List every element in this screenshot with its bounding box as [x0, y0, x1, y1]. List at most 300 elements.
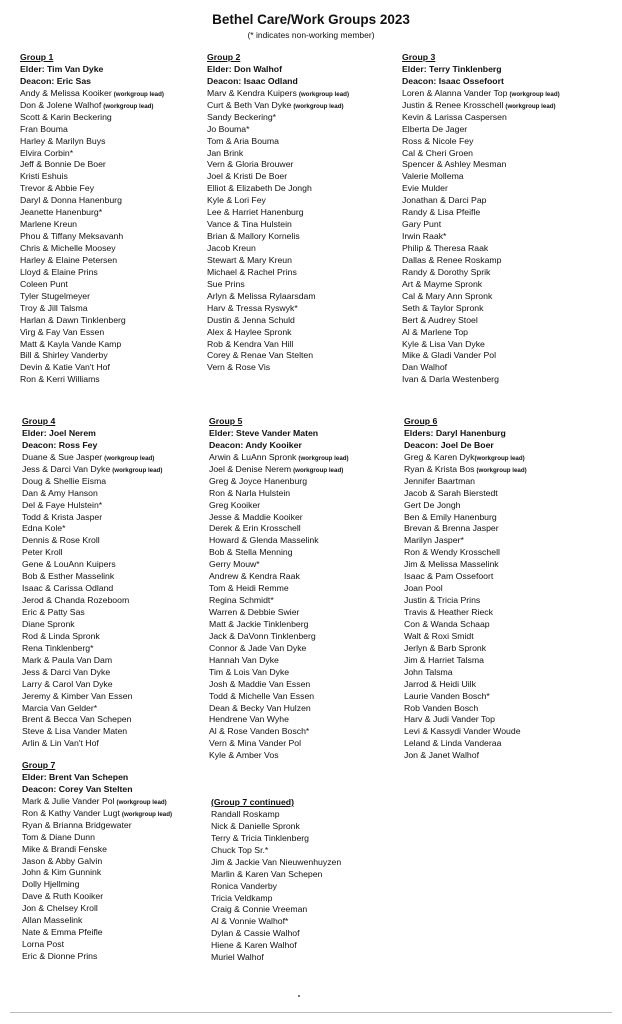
- member-name: Irwin Raak*: [402, 231, 447, 242]
- member-name: Justin & Renee Krosschell: [402, 99, 504, 110]
- member-row: [22, 476, 162, 488]
- member-name: Troy & Jill Talsma: [20, 302, 88, 313]
- elder-line: Elder: Joel Nerem: [22, 427, 96, 438]
- member-name: Elberta De Jager: [402, 123, 468, 134]
- elder-line: Elder: Terry Tinklenberg: [402, 63, 502, 74]
- member-row: [404, 452, 527, 464]
- member-name: Ryan & Brianna Bridgewater: [22, 819, 132, 830]
- member-name: Randy & Dorothy Sprik: [402, 266, 491, 277]
- member-row: [211, 869, 341, 881]
- group-6-column: [404, 416, 527, 762]
- member-name: Tom & Heidi Remme: [209, 583, 289, 594]
- member-row: [22, 571, 162, 583]
- member-row: [22, 547, 162, 559]
- member-row: [211, 821, 341, 833]
- member-row: [20, 124, 164, 136]
- member-row: [209, 535, 349, 547]
- member-name: Jarrod & Heidi Uilk: [404, 678, 476, 689]
- workgroup-lead-tag: (workgroup lead): [103, 102, 154, 110]
- member-row: [209, 464, 349, 476]
- member-name: Arwin & LuAnn Spronk: [209, 451, 297, 462]
- member-name: Dan Walhof: [402, 362, 448, 373]
- member-row: [404, 738, 527, 750]
- member-row: [402, 231, 560, 243]
- member-name: Art & Mayme Spronk: [402, 278, 483, 289]
- group-heading: Group 7: [22, 760, 56, 770]
- workgroup-lead-tag: (workgroup lead): [121, 810, 173, 818]
- member-name: Leland & Linda Vanderaa: [404, 738, 502, 749]
- member-row: [402, 124, 560, 136]
- member-name: Tim & Lois Van Dyke: [209, 666, 290, 677]
- member-name: Ronica Vanderby: [211, 880, 277, 891]
- member-row: [209, 607, 349, 619]
- member-name: Vern & Rose Vis: [207, 362, 271, 373]
- workgroup-lead-tag: (workgroup lead): [112, 466, 163, 474]
- member-name: Peter Kroll: [22, 547, 63, 558]
- member-row: [207, 148, 349, 160]
- member-name: Hiene & Karen Walhof: [211, 940, 297, 951]
- member-name: Philip & Theresa Raak: [402, 243, 489, 253]
- member-row: [22, 464, 162, 476]
- elder-line: Elders: Daryl Hanenburg: [404, 427, 506, 438]
- member-name: Dan & Amy Hanson: [22, 487, 98, 498]
- member-name: Phou & Tiffany Meksavanh: [20, 231, 124, 242]
- member-name: Mike & Brandi Fenske: [22, 843, 107, 854]
- member-name: Gary Punt: [402, 219, 442, 230]
- member-name: Diane Spronk: [22, 618, 75, 629]
- member-name: Jan Brink: [207, 147, 244, 158]
- member-row: [20, 183, 164, 195]
- member-name: Arlyn & Melissa Rylaarsdam: [207, 290, 316, 301]
- member-name: Matt & Kayla Vande Kamp: [20, 338, 122, 349]
- member-row: [207, 88, 349, 100]
- member-name: Dustin & Jenna Schuld: [207, 314, 295, 325]
- member-row: [404, 643, 527, 655]
- member-name: Regina Schmidt*: [209, 595, 274, 606]
- group-3-column: [402, 52, 560, 386]
- member-row: [20, 315, 164, 327]
- member-name: Gene & LouAnn Kuipers: [22, 559, 116, 570]
- member-name: Harlan & Dawn Tinklenberg: [20, 314, 126, 325]
- member-name: Corey & Renae Van Stelten: [207, 350, 314, 361]
- workgroup-lead-tag: (workgroup lead): [104, 454, 155, 462]
- member-row: [209, 583, 349, 595]
- member-row: [404, 523, 527, 535]
- member-name: Marlene Kreun: [20, 219, 77, 230]
- member-name: Warren & Debbie Swier: [209, 607, 300, 617]
- member-name: Jack & DaVonn Tinklenberg: [209, 630, 316, 641]
- member-row: [404, 631, 527, 643]
- member-row: [20, 291, 164, 303]
- member-row: [404, 464, 527, 476]
- member-row: [22, 844, 172, 856]
- member-row: [207, 350, 349, 362]
- member-name: Andrew & Kendra Raak: [209, 571, 300, 582]
- member-name: Tom & Diane Dunn: [22, 831, 95, 842]
- member-name: Hannah Van Dyke: [209, 654, 279, 665]
- member-name: Lorna Post: [22, 939, 65, 950]
- member-row: [207, 100, 349, 112]
- member-row: [207, 362, 349, 374]
- member-row: [404, 476, 527, 488]
- member-row: [22, 879, 172, 891]
- member-name: Mark & Julie Vander Pol: [22, 795, 115, 806]
- member-name: Harv & Judi Vander Top: [404, 714, 495, 725]
- member-name: Sandy Beckering*: [207, 111, 277, 122]
- member-name: Vance & Tina Hulstein: [207, 219, 292, 230]
- member-name: Lloyd & Elaine Prins: [20, 266, 98, 277]
- deacon-line: Deacon: Corey Van Stelten: [22, 783, 133, 794]
- member-row: [404, 726, 527, 738]
- member-row: [22, 808, 172, 820]
- member-name: Chris & Michelle Moosey: [20, 243, 116, 253]
- member-row: [211, 952, 341, 964]
- member-name: Sue Prins: [207, 278, 245, 289]
- member-row: [207, 303, 349, 315]
- member-name: Jacob & Sarah Bierstedt: [404, 487, 498, 498]
- member-row: [22, 714, 162, 726]
- member-name: John Talsma: [404, 666, 453, 677]
- member-name: Scott & Karin Beckering: [20, 111, 112, 122]
- group-heading: Group 4: [22, 416, 56, 426]
- member-row: [402, 267, 560, 279]
- member-name: Marilyn Jasper*: [404, 535, 464, 546]
- member-name: Dylan & Cassie Walhof: [211, 928, 300, 939]
- member-row: [404, 679, 527, 691]
- member-row: [402, 195, 560, 207]
- member-name: Eric & Patty Sas: [22, 607, 85, 617]
- member-name: Bert & Audrey Stoel: [402, 314, 478, 325]
- member-name: Duane & Sue Jasper: [22, 451, 103, 462]
- member-name: Fran Bouma: [20, 123, 68, 134]
- member-row: [20, 136, 164, 148]
- member-name: Greg & Joyce Hanenburg: [209, 475, 308, 486]
- member-name: Harley & Elaine Petersen: [20, 254, 118, 265]
- member-name: Muriel Walhof: [211, 952, 264, 963]
- member-name: Mark & Paula Van Dam: [22, 654, 113, 665]
- workgroup-lead-tag: (workgroup lead): [116, 798, 167, 806]
- member-name: Marlin & Karen Van Schepen: [211, 868, 323, 879]
- member-name: Vern & Mina Vander Pol: [209, 738, 302, 749]
- elder-line: Elder: Don Walhof: [207, 63, 282, 74]
- member-name: Dennis & Rose Kroll: [22, 535, 100, 546]
- workgroup-lead-tag: (workgroup lead): [113, 90, 164, 98]
- member-name: Jim & Jackie Van Nieuwenhuyzen: [211, 856, 342, 867]
- member-row: [211, 845, 341, 857]
- member-row: [209, 738, 349, 750]
- deacon-line: Deacon: Isaac Odland: [207, 75, 298, 86]
- member-name: Tom & Aria Bouma: [207, 135, 279, 146]
- member-row: [209, 452, 349, 464]
- member-name: Jason & Abby Galvin: [22, 855, 103, 866]
- member-row: [209, 559, 349, 571]
- member-name: Walt & Roxi Smidt: [404, 630, 474, 641]
- member-row: [404, 655, 527, 667]
- member-name: Curt & Beth Van Dyke: [207, 99, 292, 110]
- member-name: Bob & Stella Menning: [209, 547, 293, 558]
- member-row: [22, 595, 162, 607]
- member-name: Jesse & Maddie Kooiker: [209, 511, 303, 522]
- member-row: [402, 339, 560, 351]
- member-name: Loren & Alanna Vander Top: [402, 87, 508, 98]
- member-row: [404, 607, 527, 619]
- member-row: [22, 903, 172, 915]
- member-row: [209, 476, 349, 488]
- member-name: Brevan & Brenna Jasper: [404, 523, 499, 534]
- member-row: [209, 571, 349, 583]
- member-row: [402, 291, 560, 303]
- member-name: Jeremy & Kimber Van Essen: [22, 690, 133, 701]
- member-row: [209, 691, 349, 703]
- member-name: Valerie Mollema: [402, 171, 464, 182]
- member-row: [207, 171, 349, 183]
- member-name: Jeanette Hanenburg*: [20, 207, 103, 218]
- member-row: [211, 928, 341, 940]
- member-name: Kristi Eshuis: [20, 171, 68, 182]
- member-name: Jess & Darci Van Dyke: [22, 463, 111, 474]
- member-name: Ron & Kathy Vander Lugt: [22, 807, 120, 818]
- group-heading: Group 2: [207, 52, 241, 62]
- member-row: [402, 279, 560, 291]
- member-row: [207, 195, 349, 207]
- member-name: Jon & Chelsey Kroll: [22, 903, 98, 914]
- member-name: Steve & Lisa Vander Maten: [22, 726, 128, 737]
- member-name: Kevin & Larissa Caspersen: [402, 111, 507, 122]
- member-row: [207, 159, 349, 171]
- member-row: [207, 291, 349, 303]
- member-name: Nate & Emma Pfeifle: [22, 927, 103, 938]
- group-heading: (Group 7 continued): [211, 797, 295, 807]
- member-name: Rena Tinklenberg*: [22, 642, 94, 653]
- member-row: [402, 112, 560, 124]
- member-row: [211, 940, 341, 952]
- member-row: [402, 374, 560, 386]
- member-row: [207, 231, 349, 243]
- member-row: [22, 559, 162, 571]
- member-name: Justin & Tricia Prins: [404, 595, 481, 606]
- member-name: Ivan & Darla Westenberg: [402, 374, 499, 385]
- workgroup-lead-tag: (workgroup lead): [293, 102, 344, 110]
- member-name: Chuck Top Sr.*: [211, 844, 269, 855]
- group-5-column: [209, 416, 349, 762]
- member-row: [209, 655, 349, 667]
- elder-line: Elder: Tim Van Dyke: [20, 63, 104, 74]
- member-name: Levi & Kassydi Vander Woude: [404, 726, 521, 737]
- member-row: [22, 523, 162, 535]
- member-row: [22, 655, 162, 667]
- member-name: Ron & Wendy Krosschell: [404, 547, 500, 558]
- member-name: Arlin & Lin Van't Hof: [22, 738, 99, 749]
- member-name: Jonathan & Darci Pap: [402, 195, 487, 206]
- member-row: [20, 339, 164, 351]
- member-name: Ron & Narla Hulstein: [209, 487, 291, 498]
- member-name: Tyler Stugelmeyer: [20, 290, 91, 301]
- member-name: Cal & Mary Ann Spronk: [402, 290, 493, 301]
- member-name: Al & Vonnie Walhof*: [211, 916, 289, 927]
- member-row: [207, 136, 349, 148]
- member-name: Daryl & Donna Hanenburg: [20, 195, 122, 206]
- member-name: Hendrene Van Wyhe: [209, 714, 289, 725]
- member-row: [209, 488, 349, 500]
- member-row: [211, 857, 341, 869]
- member-name: Jim & Harriet Talsma: [404, 654, 484, 665]
- member-name: Edna Kole*: [22, 523, 66, 534]
- member-name: Evie Mulder: [402, 183, 448, 194]
- member-name: Howard & Glenda Masselink: [209, 535, 319, 546]
- group-1-column: [20, 52, 164, 386]
- workgroup-lead-tag: (workgroup lead): [298, 454, 349, 462]
- member-row: [22, 915, 172, 927]
- group-heading: Group 5: [209, 416, 243, 426]
- member-name: Ben & Emily Hanenburg: [404, 511, 497, 522]
- elder-line: Elder: Steve Vander Maten: [209, 427, 319, 438]
- member-row: [22, 939, 172, 951]
- elder-line: Elder: Brent Van Schepen: [22, 771, 129, 782]
- member-row: [211, 916, 341, 928]
- member-row: [209, 643, 349, 655]
- member-row: [402, 315, 560, 327]
- member-row: [20, 279, 164, 291]
- member-row: [404, 619, 527, 631]
- member-row: [404, 559, 527, 571]
- member-name: Derek & Erin Krosschell: [209, 523, 301, 534]
- member-name: Devin & Katie Van't Hof: [20, 362, 110, 373]
- member-name: Jerod & Chanda Rozeboom: [22, 595, 130, 606]
- member-name: Isaac & Carissa Odland: [22, 583, 114, 594]
- member-name: Coleen Punt: [20, 278, 68, 289]
- member-row: [207, 219, 349, 231]
- member-row: [209, 703, 349, 715]
- member-row: [22, 820, 172, 832]
- member-row: [20, 159, 164, 171]
- member-row: [404, 714, 527, 726]
- member-row: [402, 159, 560, 171]
- member-name: Don & Jolene Walhof: [20, 99, 102, 110]
- member-row: [22, 643, 162, 655]
- member-row: [20, 195, 164, 207]
- stray-mark: [298, 995, 300, 997]
- member-name: Joan Pool: [404, 583, 443, 594]
- member-row: [404, 535, 527, 547]
- member-name: Jess & Darci Van Dyke: [22, 666, 111, 677]
- member-name: Tricia Veldkamp: [211, 892, 273, 903]
- member-row: [20, 88, 164, 100]
- member-name: Ryan & Krista Bos: [404, 463, 475, 474]
- member-name: Elvira Corbin*: [20, 147, 74, 158]
- member-row: [22, 738, 162, 750]
- member-row: [22, 488, 162, 500]
- group-heading: Group 3: [402, 52, 436, 62]
- member-name: Terry & Tricia Tinklenberg: [211, 832, 310, 843]
- member-row: [20, 148, 164, 160]
- member-row: [402, 207, 560, 219]
- member-row: [209, 750, 349, 762]
- member-name: John & Kim Gunnink: [22, 867, 102, 878]
- group-7-column: [22, 760, 172, 963]
- member-name: Jennifer Baartman: [404, 475, 475, 486]
- member-row: [207, 339, 349, 351]
- member-row: [211, 809, 341, 821]
- document-subtitle: (* indicates non-working member): [247, 30, 375, 40]
- member-name: Kyle & Lisa Van Dyke: [402, 338, 485, 349]
- member-name: Randy & Lisa Pfeifle: [402, 207, 481, 218]
- member-row: [402, 362, 560, 374]
- deacon-line: Deacon: Isaac Ossefoort: [402, 75, 504, 86]
- member-name: Ross & Nicole Fey: [402, 135, 474, 146]
- member-row: [402, 350, 560, 362]
- member-row: [22, 500, 162, 512]
- member-row: [22, 667, 162, 679]
- member-name: Andy & Melissa Kooiker: [20, 87, 112, 98]
- member-name: Marv & Kendra Kuipers: [207, 87, 297, 98]
- member-name: Cal & Cheri Groen: [402, 147, 473, 158]
- workgroup-lead-tag: (workgroup lead): [509, 90, 560, 98]
- member-row: [20, 243, 164, 255]
- member-name: Laurie Vanden Bosch*: [404, 690, 490, 701]
- member-row: [20, 303, 164, 315]
- group-7-continued-column: [211, 797, 341, 964]
- deacon-line: Deacon: Andy Kooiker: [209, 439, 302, 450]
- member-row: [404, 488, 527, 500]
- member-row: [207, 255, 349, 267]
- member-name: Gert De Jongh: [404, 499, 461, 510]
- member-row: [20, 350, 164, 362]
- member-row: [22, 583, 162, 595]
- member-name: Eric & Dionne Prins: [22, 951, 98, 961]
- member-row: [404, 691, 527, 703]
- member-row: [209, 631, 349, 643]
- group-4-column: [22, 416, 162, 750]
- member-name: Lee & Harriet Hanenburg: [207, 207, 304, 218]
- workgroup-lead-tag: (workgroup lead): [474, 454, 525, 462]
- member-row: [404, 583, 527, 595]
- member-name: Del & Faye Hulstein*: [22, 499, 103, 510]
- member-row: [209, 547, 349, 559]
- member-row: [207, 124, 349, 136]
- member-name: Jerlyn & Barb Spronk: [404, 642, 487, 653]
- member-row: [20, 374, 164, 386]
- member-row: [404, 571, 527, 583]
- member-name: Alex & Haylee Spronk: [207, 326, 292, 337]
- member-name: Harley & Marilyn Buys: [20, 135, 106, 146]
- member-name: Nick & Danielle Spronk: [211, 820, 300, 831]
- member-name: Todd & Michelle Van Essen: [209, 690, 315, 701]
- member-name: Brian & Mallory Kornelis: [207, 231, 300, 242]
- member-row: [22, 867, 172, 879]
- member-name: Rob & Kendra Van Hill: [207, 338, 294, 349]
- member-name: Dallas & Renee Roskamp: [402, 254, 502, 265]
- member-row: [22, 927, 172, 939]
- member-name: Jim & Melissa Masselink: [404, 559, 499, 570]
- member-name: Doug & Shellie Eisma: [22, 475, 107, 486]
- member-name: Bill & Shirley Vanderby: [20, 350, 108, 361]
- member-row: [207, 112, 349, 124]
- member-row: [22, 856, 172, 868]
- member-row: [20, 267, 164, 279]
- member-row: [404, 595, 527, 607]
- member-row: [22, 832, 172, 844]
- member-name: Brent & Becca Van Schepen: [22, 714, 132, 725]
- member-name: Bob & Esther Masselink: [22, 571, 115, 582]
- member-row: [404, 750, 527, 762]
- member-name: Connor & Jade Van Dyke: [209, 642, 307, 653]
- member-row: [402, 148, 560, 160]
- member-name: Isaac & Pam Ossefoort: [404, 571, 494, 582]
- member-row: [209, 679, 349, 691]
- member-row: [404, 547, 527, 559]
- member-row: [211, 893, 341, 905]
- member-name: Jeff & Bonnie De Boer: [20, 159, 106, 170]
